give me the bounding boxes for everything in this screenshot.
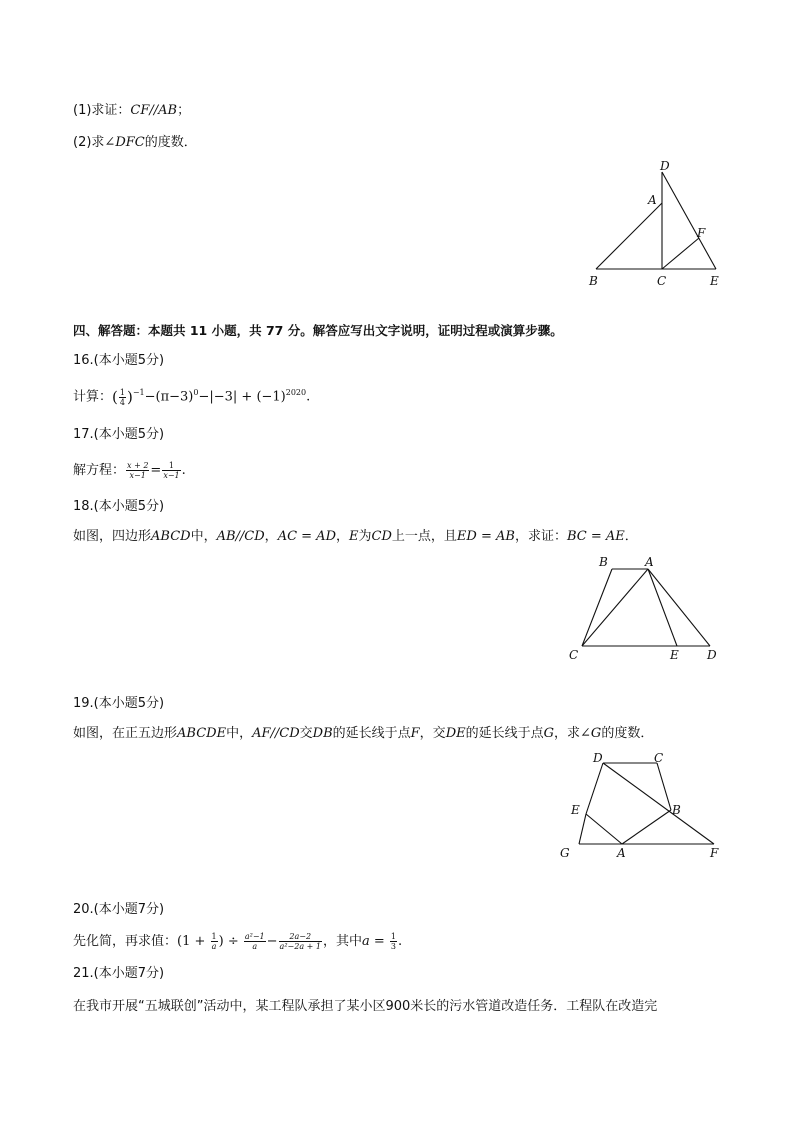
q20-fraction-1: $\frac{1}{a}$ bbox=[211, 932, 217, 951]
q15-label-A: A bbox=[648, 193, 657, 207]
q15-seg-CF bbox=[662, 238, 699, 269]
q15-seg-BA bbox=[596, 203, 662, 269]
q21-header: 21.(本小题7分) bbox=[73, 966, 165, 981]
q16-header: 16.(本小题5分) bbox=[73, 353, 165, 368]
q19-label-E: E bbox=[571, 803, 580, 817]
q19-seg-EG bbox=[579, 814, 586, 844]
q15-label-C: C bbox=[657, 274, 667, 288]
q18-header: 18.(本小题5分) bbox=[73, 499, 165, 514]
q17-lhs-fraction: $\frac{x + 2}{x-1}$ bbox=[127, 461, 149, 480]
q19-label-D: D bbox=[593, 751, 603, 765]
q15-part2: (2)求∠DFC的度数． bbox=[73, 135, 197, 150]
q17-body: 解方程： $\frac{x + 2}{x-1}$ = $\frac{1}{x-1}$ . bbox=[73, 461, 186, 480]
q21-body: 在我市开展“五城联创”活动中，某工程队承担了某小区900米长的污水管道改造任务．工程队在改造完 bbox=[73, 999, 658, 1014]
q20-header: 20.(本小题7分) bbox=[73, 902, 165, 917]
q18-figure bbox=[560, 552, 730, 667]
q20-body: 先化简，再求值：(1 + $\frac{1}{a}$ ) ÷ $\frac{\text{a²−1}}{a}$ − $\frac{2a-2}{\text{a²−2a + 1}}$ ，其中a = $\frac{1}{3}$ . bbox=[73, 932, 403, 951]
q18-label-C: C bbox=[569, 648, 579, 662]
q19-label-B: B bbox=[672, 803, 681, 817]
q18-body: 如图，四边形ABCD中，AB//CD，AC = AD，E为CD上一点，且ED = AB，求证：BC = AE． bbox=[73, 529, 638, 544]
q19-header: 19.(本小题5分) bbox=[73, 696, 165, 711]
q19-body: 如图，在正五边形ABCDE中，AF//CD交DB的延长线于点F，交DE的延长线于点G，求∠G的度数． bbox=[73, 726, 654, 741]
q18-label-A: A bbox=[645, 555, 654, 569]
q19-label-C: C bbox=[654, 751, 664, 765]
q20-fraction-3: $\frac{2a-2}{\text{a²−2a + 1}}$ bbox=[279, 932, 321, 951]
q18-seg-AD bbox=[648, 569, 710, 646]
q19-seg-CB bbox=[657, 763, 671, 810]
q19-seg-EA bbox=[586, 814, 622, 844]
q19-label-G: G bbox=[560, 846, 570, 860]
section-4-heading: 四、解答题：本题共 11 小题，共 77 分。解答应写出文字说明，证明过程或演算步骤。 bbox=[73, 323, 563, 338]
q19-seg-DE bbox=[586, 763, 603, 814]
q19-label-F: F bbox=[710, 846, 719, 860]
q19-seg-DF bbox=[603, 763, 714, 844]
q20-fraction-2: $\frac{\text{a²−1}}{a}$ bbox=[244, 932, 265, 951]
q16-fraction: $\frac{1}{4}$ bbox=[119, 387, 125, 407]
q18-seg-AE bbox=[648, 569, 677, 646]
q18-seg-AC bbox=[582, 569, 648, 646]
q19-label-A: A bbox=[617, 846, 626, 860]
q18-label-B: B bbox=[599, 555, 608, 569]
q15-label-B: B bbox=[589, 274, 598, 288]
q15-label-E: E bbox=[710, 274, 719, 288]
q15-figure bbox=[580, 158, 730, 293]
q15-part1: (1)求证：CF//AB； bbox=[73, 103, 191, 118]
q19-seg-AB bbox=[622, 810, 671, 844]
q15-seg-DE bbox=[662, 172, 716, 269]
q17-rhs-fraction: $\frac{1}{x-1}$ bbox=[163, 461, 180, 480]
q18-seg-BC bbox=[582, 569, 612, 646]
q16-body: 计算：( $\frac{1}{4}$ )$^{-1}-(\pi-3)^0-|-3| + (-1)^{2020}$. bbox=[73, 387, 311, 407]
q19-figure bbox=[550, 748, 730, 863]
q17-header: 17.(本小题5分) bbox=[73, 427, 165, 442]
q18-label-D: D bbox=[707, 648, 717, 662]
q15-label-F: F bbox=[697, 226, 706, 240]
q15-label-D: D bbox=[660, 159, 670, 173]
q18-label-E: E bbox=[670, 648, 679, 662]
q20-fraction-4: $\frac{1}{3}$ bbox=[390, 932, 397, 951]
